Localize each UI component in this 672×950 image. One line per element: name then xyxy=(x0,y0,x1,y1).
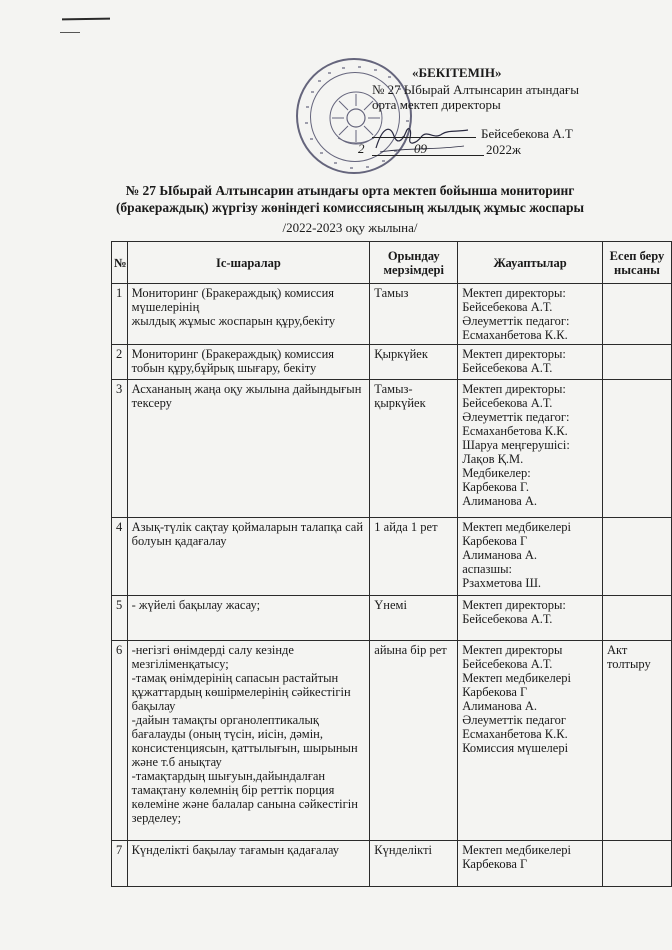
header-report-form: Есеп беру нысаны xyxy=(602,242,671,284)
row-deadline: 1 айда 1 рет xyxy=(374,520,438,534)
row-activity: Асхананың жаңа оқу жылына дайындығын тексеру xyxy=(131,382,362,410)
row-activity: Мониторинг (Бракераждық) комиссия тобын құру,бұйрық шығару, бекіту xyxy=(131,347,335,375)
row-activity: Күнделікті бақылау тағамын қадағалау xyxy=(131,843,340,857)
row-number: 7 xyxy=(112,841,128,887)
approval-school-line: № 27 Ыбырай Алтынсарин атындағы xyxy=(372,82,579,97)
table-row xyxy=(112,596,672,641)
row-number: 4 xyxy=(112,518,128,596)
date-month: 09 xyxy=(414,141,427,156)
row-number: 6 xyxy=(112,641,128,841)
row-deadline: Қыркүйек xyxy=(374,347,428,361)
header-activities: Іс-шаралар xyxy=(127,242,370,284)
row-activity: - жүйелі бақылау жасау; xyxy=(131,598,261,612)
row-responsible: Мектеп директоры: Бейсебекова А.Т. xyxy=(462,347,566,375)
row-number: 3 xyxy=(112,380,128,518)
row-responsible: Мектеп директоры: Бейсебекова А.Т. xyxy=(462,598,566,626)
row-activity: Мониторинг (Бракераждық) комиссия мүшелерінің жылдық жұмыс жоспарын құру,бекіту xyxy=(131,286,336,328)
table-row xyxy=(112,841,672,887)
row-deadline: Үнемі xyxy=(374,598,407,612)
header-responsible: Жауаптылар xyxy=(458,242,603,284)
table-header-row xyxy=(112,242,672,284)
title-line-2: (бракераждық) жүргізу жөніндегі комиссиясының жылдық жұмыс жоспары xyxy=(115,200,585,215)
row-responsible: Мектеп директоры Бейсебекова А.Т. Мектеп медбикелері Карбекова Г Алиманова А. Әлеуметтік педагог Есмаханбетова К.К. Комиссия мүшелері xyxy=(462,643,571,755)
row-report xyxy=(602,841,671,887)
row-report: Акт толтыру xyxy=(606,643,651,671)
row-deadline: айына бір рет xyxy=(374,643,447,657)
header-number: № xyxy=(112,242,128,284)
director-name: Бейсебекова А.Т xyxy=(481,126,573,141)
row-responsible: Мектеп медбикелері Карбекова Г xyxy=(462,843,571,871)
header-deadlines: Орындау мерзімдері xyxy=(370,242,458,284)
row-activity: -негізгі өнімдерді салу кезінде мезгіліменқатысу; -тамақ өнімдерінің сапасын растайтын құжаттардың көшірмелерінің сәйкестігін бақылау -дайын тамақты органолептикалық бағалауды (оның түсін, иісін, дәмін, консистенциясын, қаттылығын, шырынын және т.б анықтау -тамақтардың шығуын,дайындалған тамақтану көлемнің бір реттік порция көлеміне және балалар санына сәйкестігін зерделеу; xyxy=(131,643,358,825)
table-row xyxy=(112,641,672,841)
row-report xyxy=(602,380,671,518)
row-report xyxy=(602,284,671,345)
row-number: 1 xyxy=(112,284,128,345)
academic-year: /2022-2023 оқу жылына/ xyxy=(282,220,418,235)
table-row xyxy=(112,284,672,345)
date-line xyxy=(372,154,484,156)
work-plan-table xyxy=(111,241,672,887)
table-row xyxy=(112,380,672,518)
row-deadline: Тамыз- қыркүйек xyxy=(374,382,426,410)
row-report xyxy=(602,518,671,596)
date-day: 2 xyxy=(358,141,365,156)
row-activity: Азық-түлік сақтау қоймаларын талапқа сай болуын қадағалау xyxy=(131,520,364,548)
scan-artifact xyxy=(62,18,110,21)
row-number: 5 xyxy=(112,596,128,641)
row-number: 2 xyxy=(112,345,128,380)
approval-heading: «БЕКІТЕМІН» xyxy=(412,65,502,80)
row-deadline: Тамыз xyxy=(374,286,409,300)
date-year: 2022ж xyxy=(486,142,521,157)
scan-artifact xyxy=(60,32,80,33)
row-deadline: Күнделікті xyxy=(374,843,433,857)
row-report xyxy=(602,345,671,380)
row-responsible: Мектеп медбикелері Карбекова Г Алиманова А. аспазшы: Рзахметова Ш. xyxy=(462,520,571,590)
document-title xyxy=(100,182,600,216)
signature-line xyxy=(372,136,476,138)
approval-position-line: орта мектеп директоры xyxy=(372,97,501,112)
table-row xyxy=(112,345,672,380)
row-responsible: Мектеп директоры: Бейсебекова А.Т. Әлеуметтік педагог: Есмаханбетова К.К. Шаруа меңгерушісі: Лақов Қ.М. Медбикелер: Карбекова Г. Алиманова А. xyxy=(462,382,570,508)
table-row xyxy=(112,518,672,596)
row-responsible: Мектеп директоры: Бейсебекова А.Т. Әлеуметтік педагог: Есмаханбетова К.К. xyxy=(462,286,570,342)
title-line-1: № 27 Ыбырай Алтынсарин атындағы орта мектеп бойынша мониторинг xyxy=(125,183,575,198)
row-report xyxy=(602,596,671,641)
